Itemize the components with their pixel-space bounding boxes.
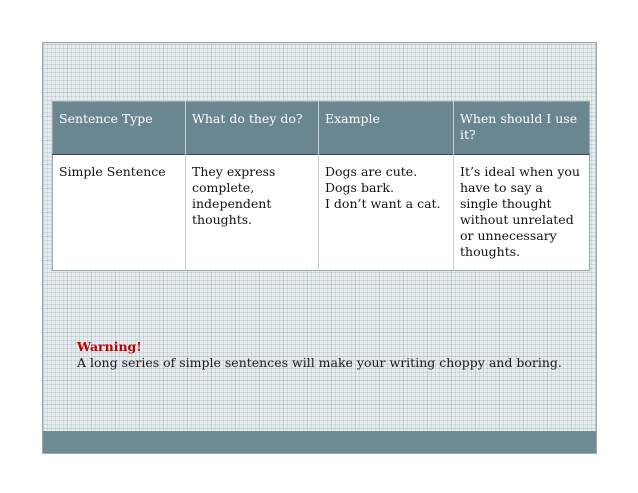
table-row	[53, 155, 590, 271]
warning-note	[77, 339, 587, 371]
example-line: I don’t want a cat.	[325, 196, 441, 211]
header-sentence-type: Sentence Type	[53, 102, 186, 155]
cell-example	[319, 155, 454, 271]
header-when-to-use: When should I use it?	[454, 102, 590, 155]
footer-band	[43, 431, 596, 453]
warning-text: A long series of simple sentences will make your writing choppy and boring.	[77, 355, 562, 370]
example-line: Dogs bark.	[325, 180, 394, 195]
table-header-row	[53, 102, 590, 155]
cell-sentence-type: Simple Sentence	[53, 155, 186, 271]
header-what-do-they-do: What do they do?	[186, 102, 319, 155]
header-example: Example	[319, 102, 454, 155]
sentence-type-table	[52, 101, 590, 271]
warning-title: Warning!	[77, 339, 142, 354]
slide	[42, 42, 597, 454]
cell-when-to-use: It’s ideal when you have to say a single thought without unrelated or unnecessary thoughts.	[454, 155, 590, 271]
cell-what-do-they-do: They express complete, independent thoughts.	[186, 155, 319, 271]
example-line: Dogs are cute.	[325, 164, 418, 179]
